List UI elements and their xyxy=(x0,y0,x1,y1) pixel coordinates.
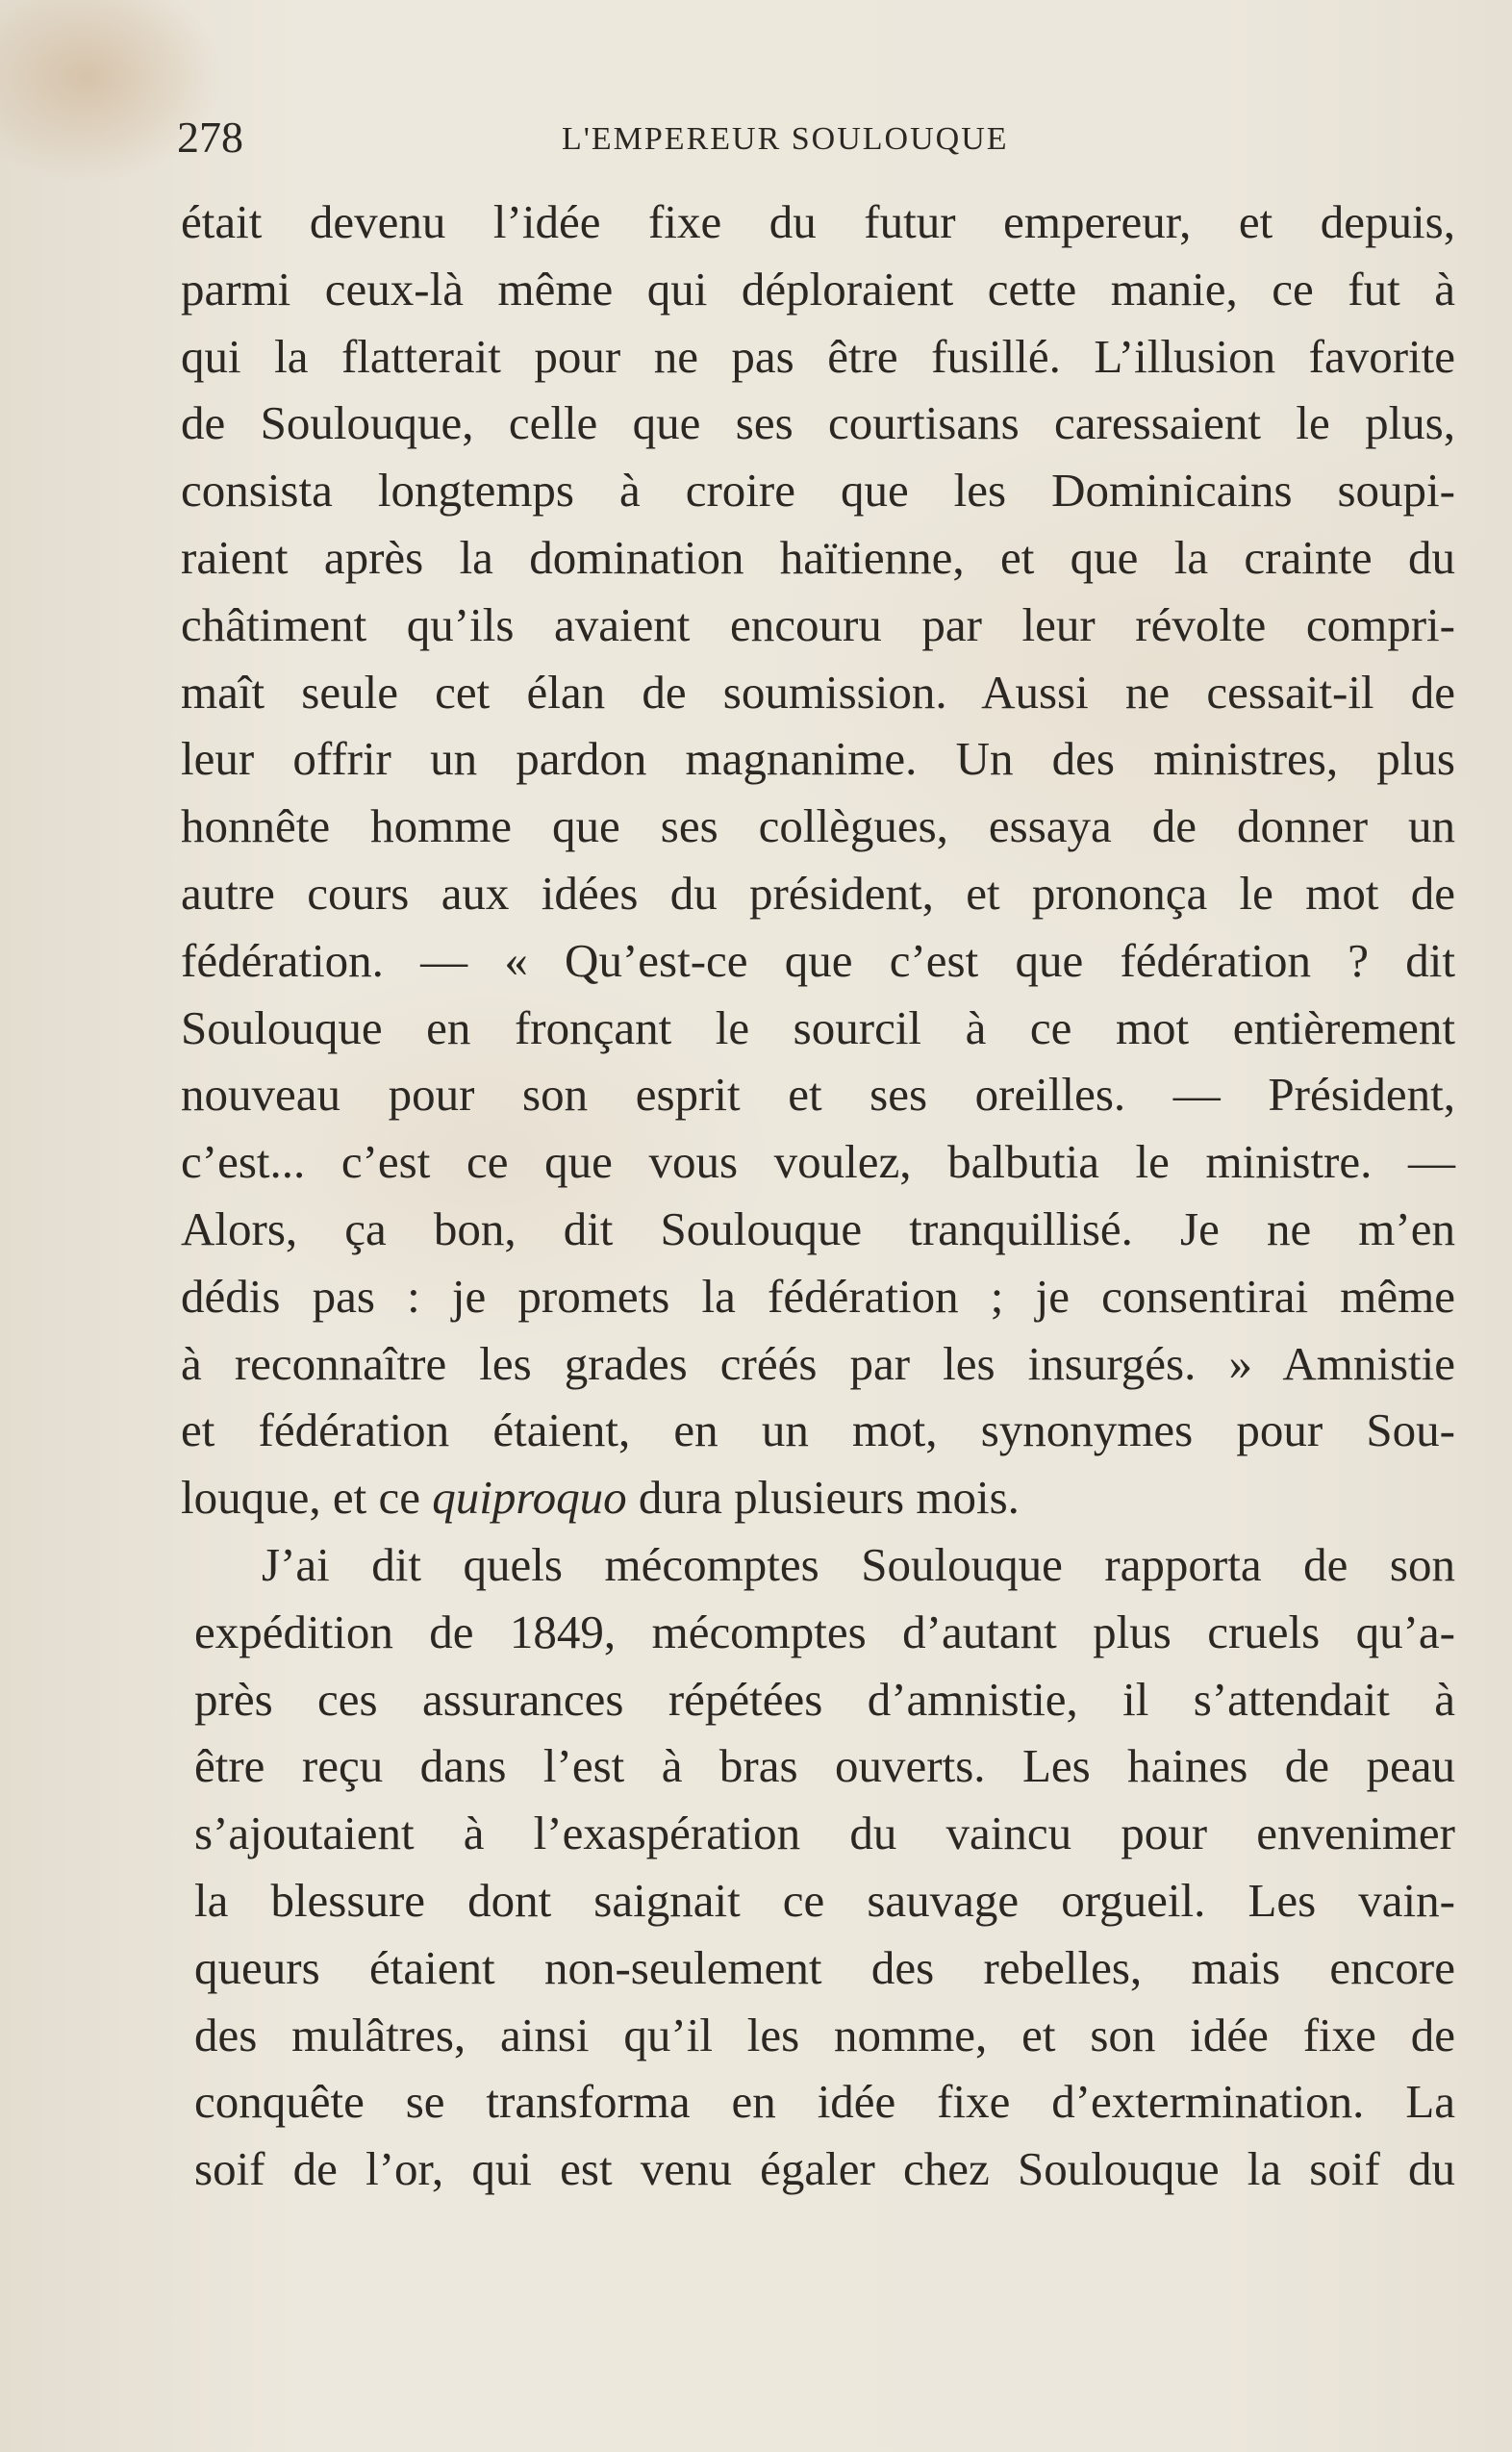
text-line: J’ai dit quels mécomptes Soulouque rapporta de son xyxy=(262,1537,1455,1591)
paragraph xyxy=(181,189,1455,1464)
text-line: honnête homme que ses collègues, essaya de donner un xyxy=(181,799,1455,853)
text-line: de Soulouque, celle que ses courtisans caressaient le plus, xyxy=(181,396,1455,450)
text-line: raient après la domination haïtienne, et que la crainte du xyxy=(181,530,1455,584)
text-line: châtiment qu’ils avaient encouru par leur révolte compri- xyxy=(181,597,1455,651)
text-line: à reconnaître les grades créés par les insurgés. » Amnistie xyxy=(181,1336,1455,1390)
text-line: c’est... c’est ce que vous voulez, balbutia le ministre. — xyxy=(181,1135,1455,1189)
text-line: être reçu dans l’est à bras ouverts. Les haines de peau xyxy=(194,1739,1455,1793)
text-line: dédis pas : je promets la fédération ; je consentirai même xyxy=(181,1269,1455,1323)
text-line: près ces assurances répétées d’amnistie, il s’attendait à xyxy=(194,1672,1455,1726)
text-line: des mulâtres, ainsi qu’il les nomme, et son idée fixe de xyxy=(194,2008,1455,2061)
text-line: conquête se transforma en idée fixe d’extermination. La xyxy=(194,2075,1455,2129)
text-line: expédition de 1849, mécomptes d’autant plus cruels qu’a- xyxy=(194,1605,1455,1658)
text-line: fédération. — « Qu’est-ce que c’est que fédération ? dit xyxy=(181,933,1455,987)
text-line: Alors, ça bon, dit Soulouque tranquillisé. Je ne m’en xyxy=(181,1201,1455,1255)
text-line xyxy=(181,1464,1455,1531)
text-line: autre cours aux idées du président, et prononça le mot de xyxy=(181,866,1455,920)
text-line: et fédération étaient, en un mot, synonymes pour Sou- xyxy=(181,1403,1455,1457)
text-line: qui la flatterait pour ne pas être fusillé. L’illusion favorite xyxy=(181,329,1455,383)
text-line: nouveau pour son esprit et ses oreilles. — Président, xyxy=(181,1068,1455,1122)
page-header xyxy=(177,112,1447,169)
text-line: Soulouque en fronçant le sourcil à ce mot entièrement xyxy=(181,1000,1455,1054)
text-segment: dura plusieurs mois. xyxy=(626,1471,1020,1525)
page-number: 278 xyxy=(177,113,243,162)
italic-word: quiproquo xyxy=(432,1471,627,1525)
text-line: consista longtemps à croire que les Dominicains soupi- xyxy=(181,464,1455,518)
running-title: L'EMPEREUR SOULOUQUE xyxy=(562,121,1009,157)
text-line: la blessure dont saignait ce sauvage orgueil. Les vain- xyxy=(194,1873,1455,1927)
paragraph xyxy=(181,1531,1455,2203)
text-line: queurs étaient non-seulement des rebelles, mais encore xyxy=(194,1940,1455,1994)
text-line: s’ajoutaient à l’exaspération du vaincu pour envenimer xyxy=(194,1807,1455,1860)
text-line: était devenu l’idée fixe du futur empereur, et depuis, xyxy=(181,195,1455,248)
page-body xyxy=(181,189,1455,2203)
text-line: leur offrir un pardon magnanime. Un des ministres, plus xyxy=(181,732,1455,786)
text-line: soif de l’or, qui est venu égaler chez Soulouque la soif du xyxy=(194,2142,1455,2196)
text-line: maît seule cet élan de soumission. Aussi ne cessait-il de xyxy=(181,665,1455,719)
text-line: parmi ceux-là même qui déploraient cette manie, ce fut à xyxy=(181,262,1455,316)
text-segment: louque, et ce xyxy=(181,1471,433,1525)
